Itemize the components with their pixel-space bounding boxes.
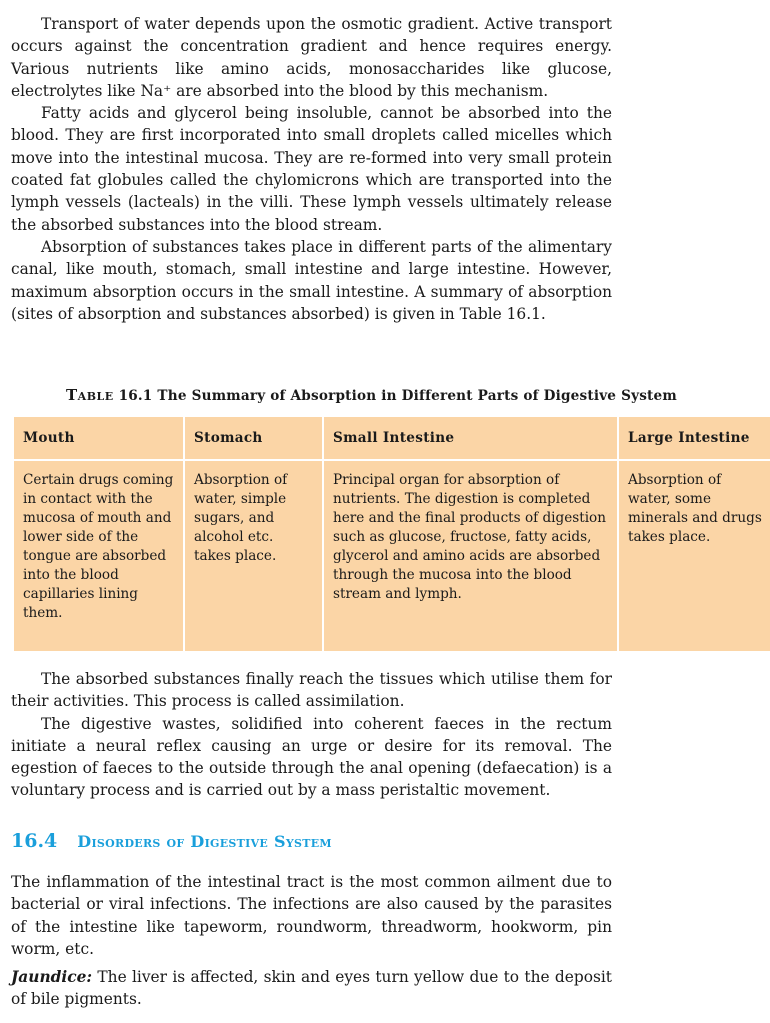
section-text	[11, 871, 612, 1011]
paragraph-assimilation: The absorbed substances finally reach the tissues which utilise them for their activities. This process is called assimilation.	[11, 670, 612, 711]
cell-small-intestine: Principal organ for absorption of nutrients. The digestion is completed here and the final products of digestion such as glucose, fructose, fatty acids, glycerol and amino acids are absorbed through the mucosa into the blood stream and lymph.	[323, 460, 618, 651]
table-label: Table	[66, 386, 114, 404]
paragraph-inflammation: The inflammation of the intestinal tract is the most common ailment due to bacterial or viral infections. The infections are also caused by the parasites of the intestine like tapeworm, roundworm, threadworm, hookworm, pin worm, etc.	[11, 873, 612, 958]
cell-stomach: Absorption of water, simple sugars, and alcohol etc. takes place.	[184, 460, 323, 651]
section-title: Disorders of Digestive System	[77, 832, 332, 851]
section-number: 16.4	[11, 830, 58, 852]
table-row	[14, 460, 770, 651]
paragraph-osmotic-transport: Transport of water depends upon the osmotic gradient. Active transport occurs against the concentration gradient and hence requires energy. Various nutrients like amino acids, monosaccharides like glucose, electrolytes like Na⁺ are absorbed into the blood by this mechanism.	[11, 15, 612, 100]
jaundice-text: The liver is affected, skin and eyes turn yellow due to the deposit of bile pigments.	[11, 968, 612, 1009]
paragraph-absorption-sites: Absorption of substances takes place in different parts of the alimentary canal, like mouth, stomach, small intestine and large intestine. However, maximum absorption occurs in the small intestine. A summary of absorption (sites of absorption and substances absorbed) is given in Table 16.1.	[11, 237, 612, 323]
cell-large-intestine: Absorption of water, some minerals and drugs takes place.	[618, 460, 770, 651]
intro-text	[11, 13, 612, 325]
paragraph-egestion: The digestive wastes, solidified into coherent faeces in the rectum initiate a neural reflex causing an urge or desire for its removal. The egestion of faeces to the outside through the anal opening (defaecation) is a voluntary process and is carried out by a mass peristaltic movement.	[11, 714, 612, 800]
header-large-intestine: Large Intestine	[618, 417, 770, 460]
cell-mouth: Certain drugs coming in contact with the mucosa of mouth and lower side of the tongue are absorbed into the blood capillaries lining them.	[14, 460, 184, 651]
jaundice-term: Jaundice:	[11, 968, 93, 987]
absorption-summary-table	[14, 417, 770, 651]
header-mouth: Mouth	[14, 417, 184, 460]
table-caption-text: The Summary of Absorption in Different Parts of Digestive System	[157, 388, 677, 404]
middle-text	[11, 668, 612, 802]
paragraph-fatty-acids: Fatty acids and glycerol being insoluble, cannot be absorbed into the blood. They are first incorporated into small droplets called micelles which move into the intestinal mucosa. They are re-formed into very small protein coated fat globules called the chylomicrons which are transported into the lymph vessels (lacteals) in the villi. These lymph vessels ultimately release the absorbed substances into the blood stream.	[11, 104, 612, 234]
table-number: 16.1	[118, 388, 153, 404]
table-header-row	[14, 417, 770, 460]
header-small-intestine: Small Intestine	[323, 417, 618, 460]
table-caption	[66, 386, 770, 404]
section-heading	[11, 830, 332, 852]
header-stomach: Stomach	[184, 417, 323, 460]
paragraph-jaundice	[11, 966, 612, 1011]
